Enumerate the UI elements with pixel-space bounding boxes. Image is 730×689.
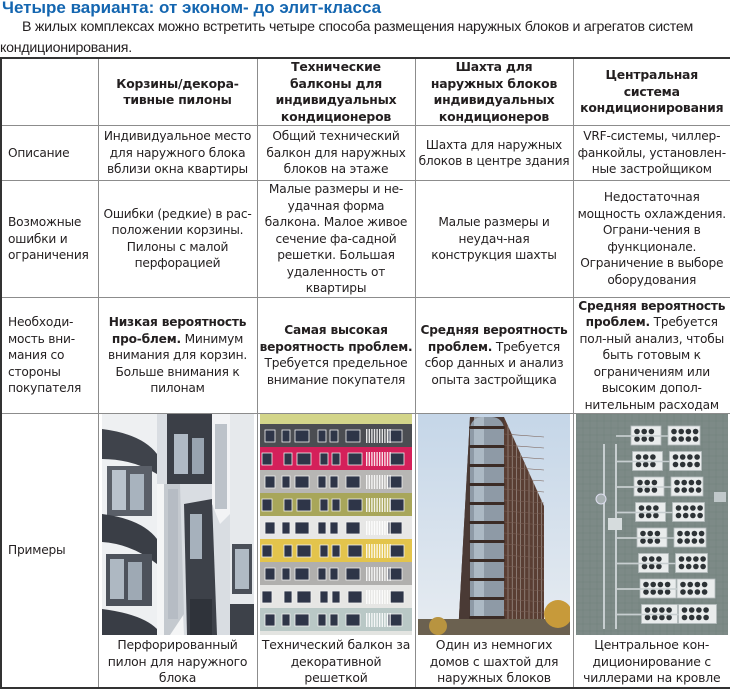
article-title: Четыре варианта: от эконом- до элит-класса [2,0,382,17]
table-cell: VRF-системы, чиллер-фанкойлы, установлен-ные застройщиком [573,126,730,181]
row-label: Возможные ошибки и ограничения [1,181,98,298]
example-cell [257,414,415,688]
table-cell: Недостаточная мощность охлаждения. Ограни-чения в функционале. Ограничение в выборе оборудования [573,181,730,298]
table-cell: Общий технический балкон для наружных блоков на этаже [257,126,415,181]
column-header: Технические балконы для индивидуальных кондиционеров [257,58,415,126]
table-cell: Индивидуальное место для наружного блока вблизи окна квартиры [98,126,257,181]
photo-caption: Один из немногих домов с шахтой для наружных блоков [429,637,559,685]
technical-balcony-photo [260,414,412,635]
example-cell [573,414,730,688]
comparison-table [0,57,730,689]
table-row-examples [1,414,730,688]
table-cell: Малые размеры и не-удачная форма балкона. Малое живое сечение фа-садной решетки. Большая удаленность от квартиры [257,181,415,298]
table-cell: Средняя вероятность проблем. Требуется сбор данных и анализ опыта застройщика [415,297,573,414]
example-cell [98,414,257,688]
rooftop-chillers-photo [576,414,728,635]
photo-caption: Технический балкон за декоративной решеткой [261,637,411,685]
row-label: Необходи-мость вни-мания со стороны покупателя [1,297,98,414]
table-header-row [1,58,730,126]
table-cell: Самая высокая вероятность проблем. Требуется предельное внимание покупателя [257,297,415,414]
column-header: Шахта для наружных блоков индивидуальных кондиционеров [415,58,573,126]
table-cell: Малые размеры и неудач-ная конструкция шахты [415,181,573,298]
table-cell: Шахта для наружных блоков в центре здания [415,126,573,181]
photo-caption: Центральное кон-диционирование с чиллерами на кровле [583,637,721,685]
table-row-attention [1,297,730,414]
intro-paragraph: В жилых комплексах можно встретить четыре способа размещения наружных блоков и агрегатов систем кондиционирования. [0,19,694,56]
example-cell [415,414,573,688]
corner-cell [1,58,98,126]
table-cell: Низкая вероятность про-блем. Минимум внимания для корзин. Больше внимания к пилонам [98,297,257,414]
perforated-pylon-photo [102,414,254,635]
glass-tower-photo [418,414,570,635]
photo-caption: Перфорированный пилон для наружного блока [107,637,248,685]
row-label: Описание [1,126,98,181]
column-header: Центральная система кондиционирования [573,58,730,126]
column-header: Корзины/декора-тивные пилоны [98,58,257,126]
table-cell: Ошибки (редкие) в рас-положении корзины. Пилоны с малой перфорацией [98,181,257,298]
table-cell: Средняя вероятность проблем. Требуется пол-ный анализ, чтобы быть готовым к ограничениям или высоким допол-нительным расходам [573,297,730,414]
row-label: Примеры [1,414,98,688]
table-row-description [1,126,730,181]
table-row-limitations [1,181,730,298]
